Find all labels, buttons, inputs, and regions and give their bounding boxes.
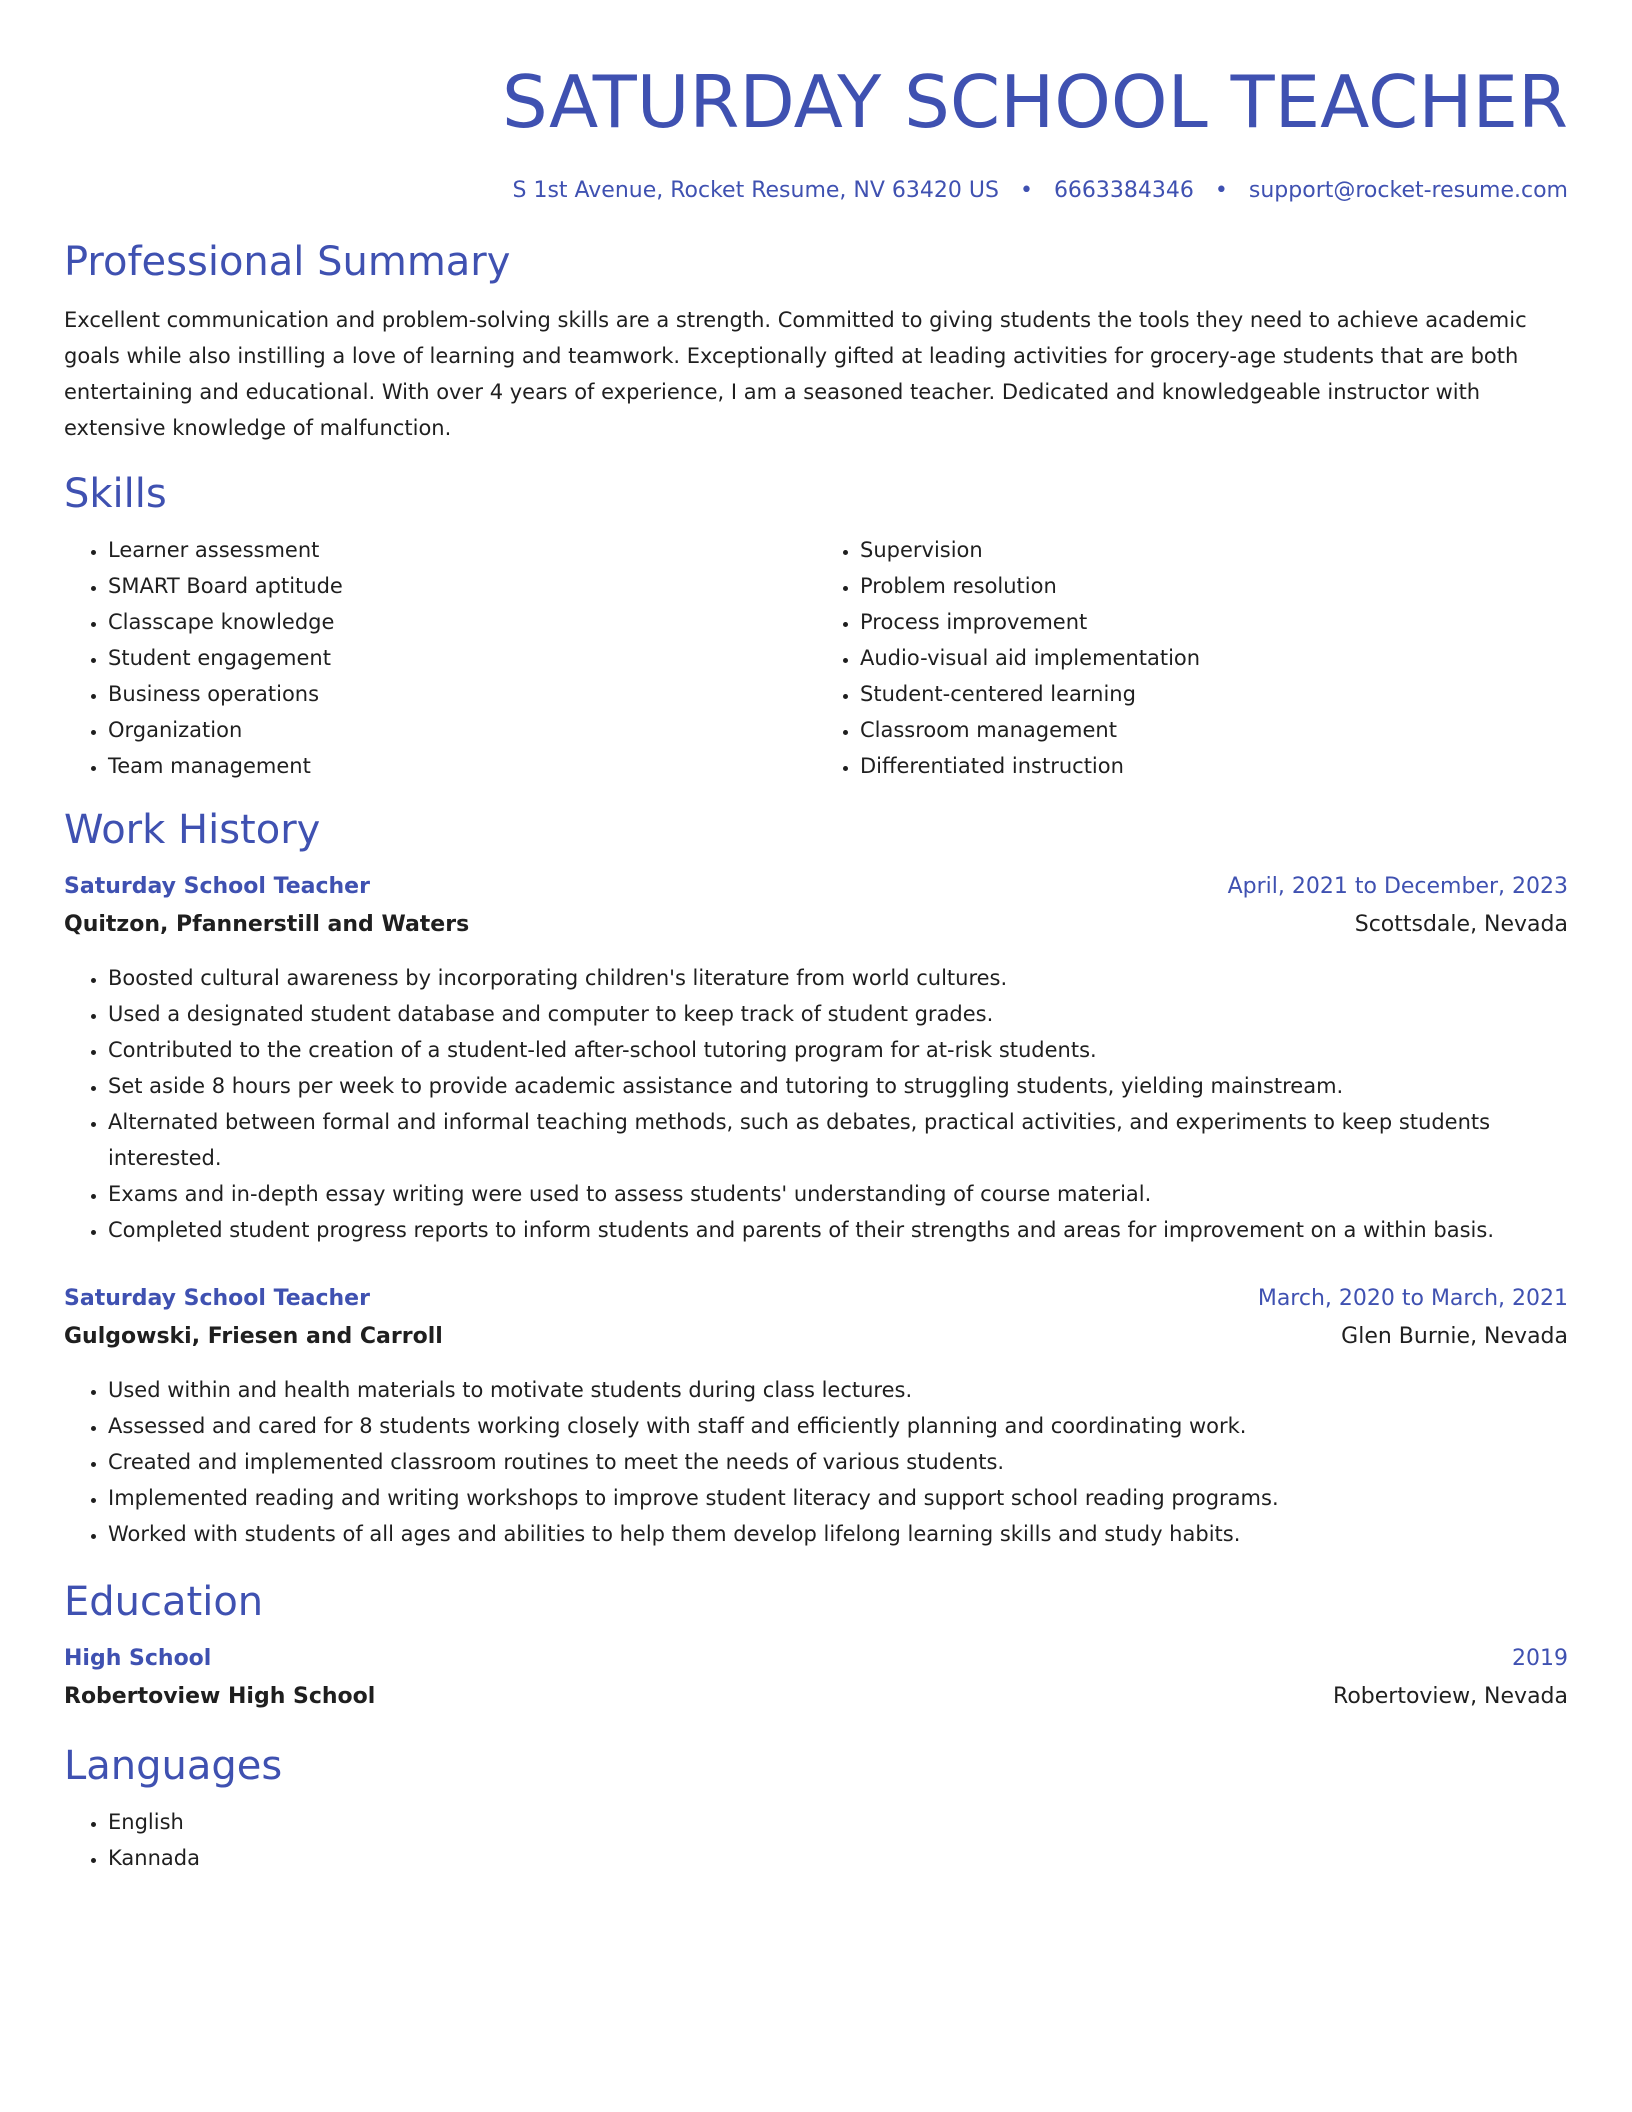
job-duty: • Worked with students of all ages and abilities to help them develop lifelong learning skills and study habits. (108, 1516, 1568, 1552)
job-title: Saturday School Teacher (64, 1286, 370, 1311)
candidate-name: SATURDAY SCHOOL TEACHER (502, 60, 1568, 144)
skill-item: • Classroom management (860, 712, 1568, 748)
job-dates: April, 2021 to December, 2023 (1227, 874, 1568, 899)
skill-item: • Audio-visual aid implementation (860, 640, 1568, 676)
job-duties-list (64, 1372, 1568, 1552)
skill-item: • Team management (108, 748, 816, 784)
contact-separator: • (1214, 178, 1228, 203)
job-title: Saturday School Teacher (64, 874, 370, 899)
job-duty: • Alternated between formal and informal teaching methods, such as debates, practical activities, and experiments to keep students interested. (108, 1104, 1568, 1176)
skill-item: • Problem resolution (860, 568, 1568, 604)
contact-phone: 6663384346 (1053, 178, 1194, 203)
skill-item: • Business operations (108, 676, 816, 712)
job-duties-list (64, 960, 1568, 1248)
skill-item: • Supervision (860, 532, 1568, 568)
languages-section (64, 1740, 1568, 1876)
skills-section (64, 468, 1568, 784)
job-duty: • Contributed to the creation of a student-led after-school tutoring program for at-risk students. (108, 1032, 1568, 1068)
skills-columns (64, 532, 1568, 784)
language-item: • Kannada (108, 1840, 1568, 1876)
job-entry (64, 868, 1568, 1248)
job-duty: • Completed student progress reports to inform students and parents of their strengths and areas for improvement on a within basis. (108, 1212, 1568, 1248)
education-school: Robertoview High School (64, 1684, 376, 1709)
job-location: Scottsdale, Nevada (1354, 912, 1568, 937)
contact-email: support@rocket-resume.com (1248, 178, 1568, 203)
languages-list (64, 1804, 1568, 1876)
education-section (64, 1576, 1568, 1716)
education-header (64, 1640, 1568, 1678)
summary-section (64, 236, 1568, 446)
education-location: Robertoview, Nevada (1333, 1684, 1568, 1709)
job-subheader (64, 1318, 1568, 1356)
skill-item: • Student engagement (108, 640, 816, 676)
resume-header (64, 54, 1568, 206)
job-company: Quitzon, Pfannerstill and Waters (64, 912, 470, 937)
skills-heading: Skills (64, 471, 167, 517)
education-year: 2019 (1512, 1646, 1568, 1671)
summary-heading: Professional Summary (64, 239, 511, 285)
work-history-section (64, 804, 1568, 1552)
job-duty: • Used within and health materials to motivate students during class lectures. (108, 1372, 1568, 1408)
summary-text: Excellent communication and problem-solving skills are a strength. Committed to giving students the tools they need to achieve academic goals while also instilling a love of learning and teamwork. Exceptionally gifted at leading activities for grocery-age students that are both entertaining and educational. With over 4 years of experience, I am a seasoned teacher. Dedicated and knowledgeable instructor with extensive knowledge of malfunction. (64, 308, 1527, 440)
job-header (64, 868, 1568, 906)
education-subheader (64, 1678, 1568, 1716)
education-degree: High School (64, 1646, 212, 1671)
contact-separator: • (1019, 178, 1033, 203)
skill-item: • Organization (108, 712, 816, 748)
skill-item: • Differentiated instruction (860, 748, 1568, 784)
skill-item: • Student-centered learning (860, 676, 1568, 712)
job-duty: • Implemented reading and writing workshops to improve student literacy and support school reading programs. (108, 1480, 1568, 1516)
contact-address: S 1st Avenue, Rocket Resume, NV 63420 US (512, 178, 999, 203)
job-duty: • Assessed and cared for 8 students working closely with staff and efficiently planning and coordinating work. (108, 1408, 1568, 1444)
contact-line (64, 176, 1568, 206)
job-entry (64, 1280, 1568, 1552)
languages-heading: Languages (64, 1743, 283, 1789)
job-header (64, 1280, 1568, 1318)
job-subheader (64, 906, 1568, 944)
skill-item: • Classcape knowledge (108, 604, 816, 640)
education-heading: Education (64, 1579, 264, 1625)
job-dates: March, 2020 to March, 2021 (1257, 1286, 1568, 1311)
job-duty: • Set aside 8 hours per week to provide academic assistance and tutoring to struggling students, yielding mainstream. (108, 1068, 1568, 1104)
job-location: Glen Burnie, Nevada (1341, 1324, 1568, 1349)
job-duty: • Created and implemented classroom routines to meet the needs of various students. (108, 1444, 1568, 1480)
skill-item: • SMART Board aptitude (108, 568, 816, 604)
job-duty: • Exams and in-depth essay writing were used to assess students' understanding of course material. (108, 1176, 1568, 1212)
skill-item: • Process improvement (860, 604, 1568, 640)
job-duty: • Used a designated student database and computer to keep track of student grades. (108, 996, 1568, 1032)
language-item: • English (108, 1804, 1568, 1840)
work-history-heading: Work History (64, 807, 321, 853)
job-company: Gulgowski, Friesen and Carroll (64, 1324, 443, 1349)
skills-list-right (816, 532, 1568, 784)
job-duty: • Boosted cultural awareness by incorporating children's literature from world cultures. (108, 960, 1568, 996)
skill-item: • Learner assessment (108, 532, 816, 568)
education-entry (64, 1640, 1568, 1716)
skills-list-left (64, 532, 816, 784)
